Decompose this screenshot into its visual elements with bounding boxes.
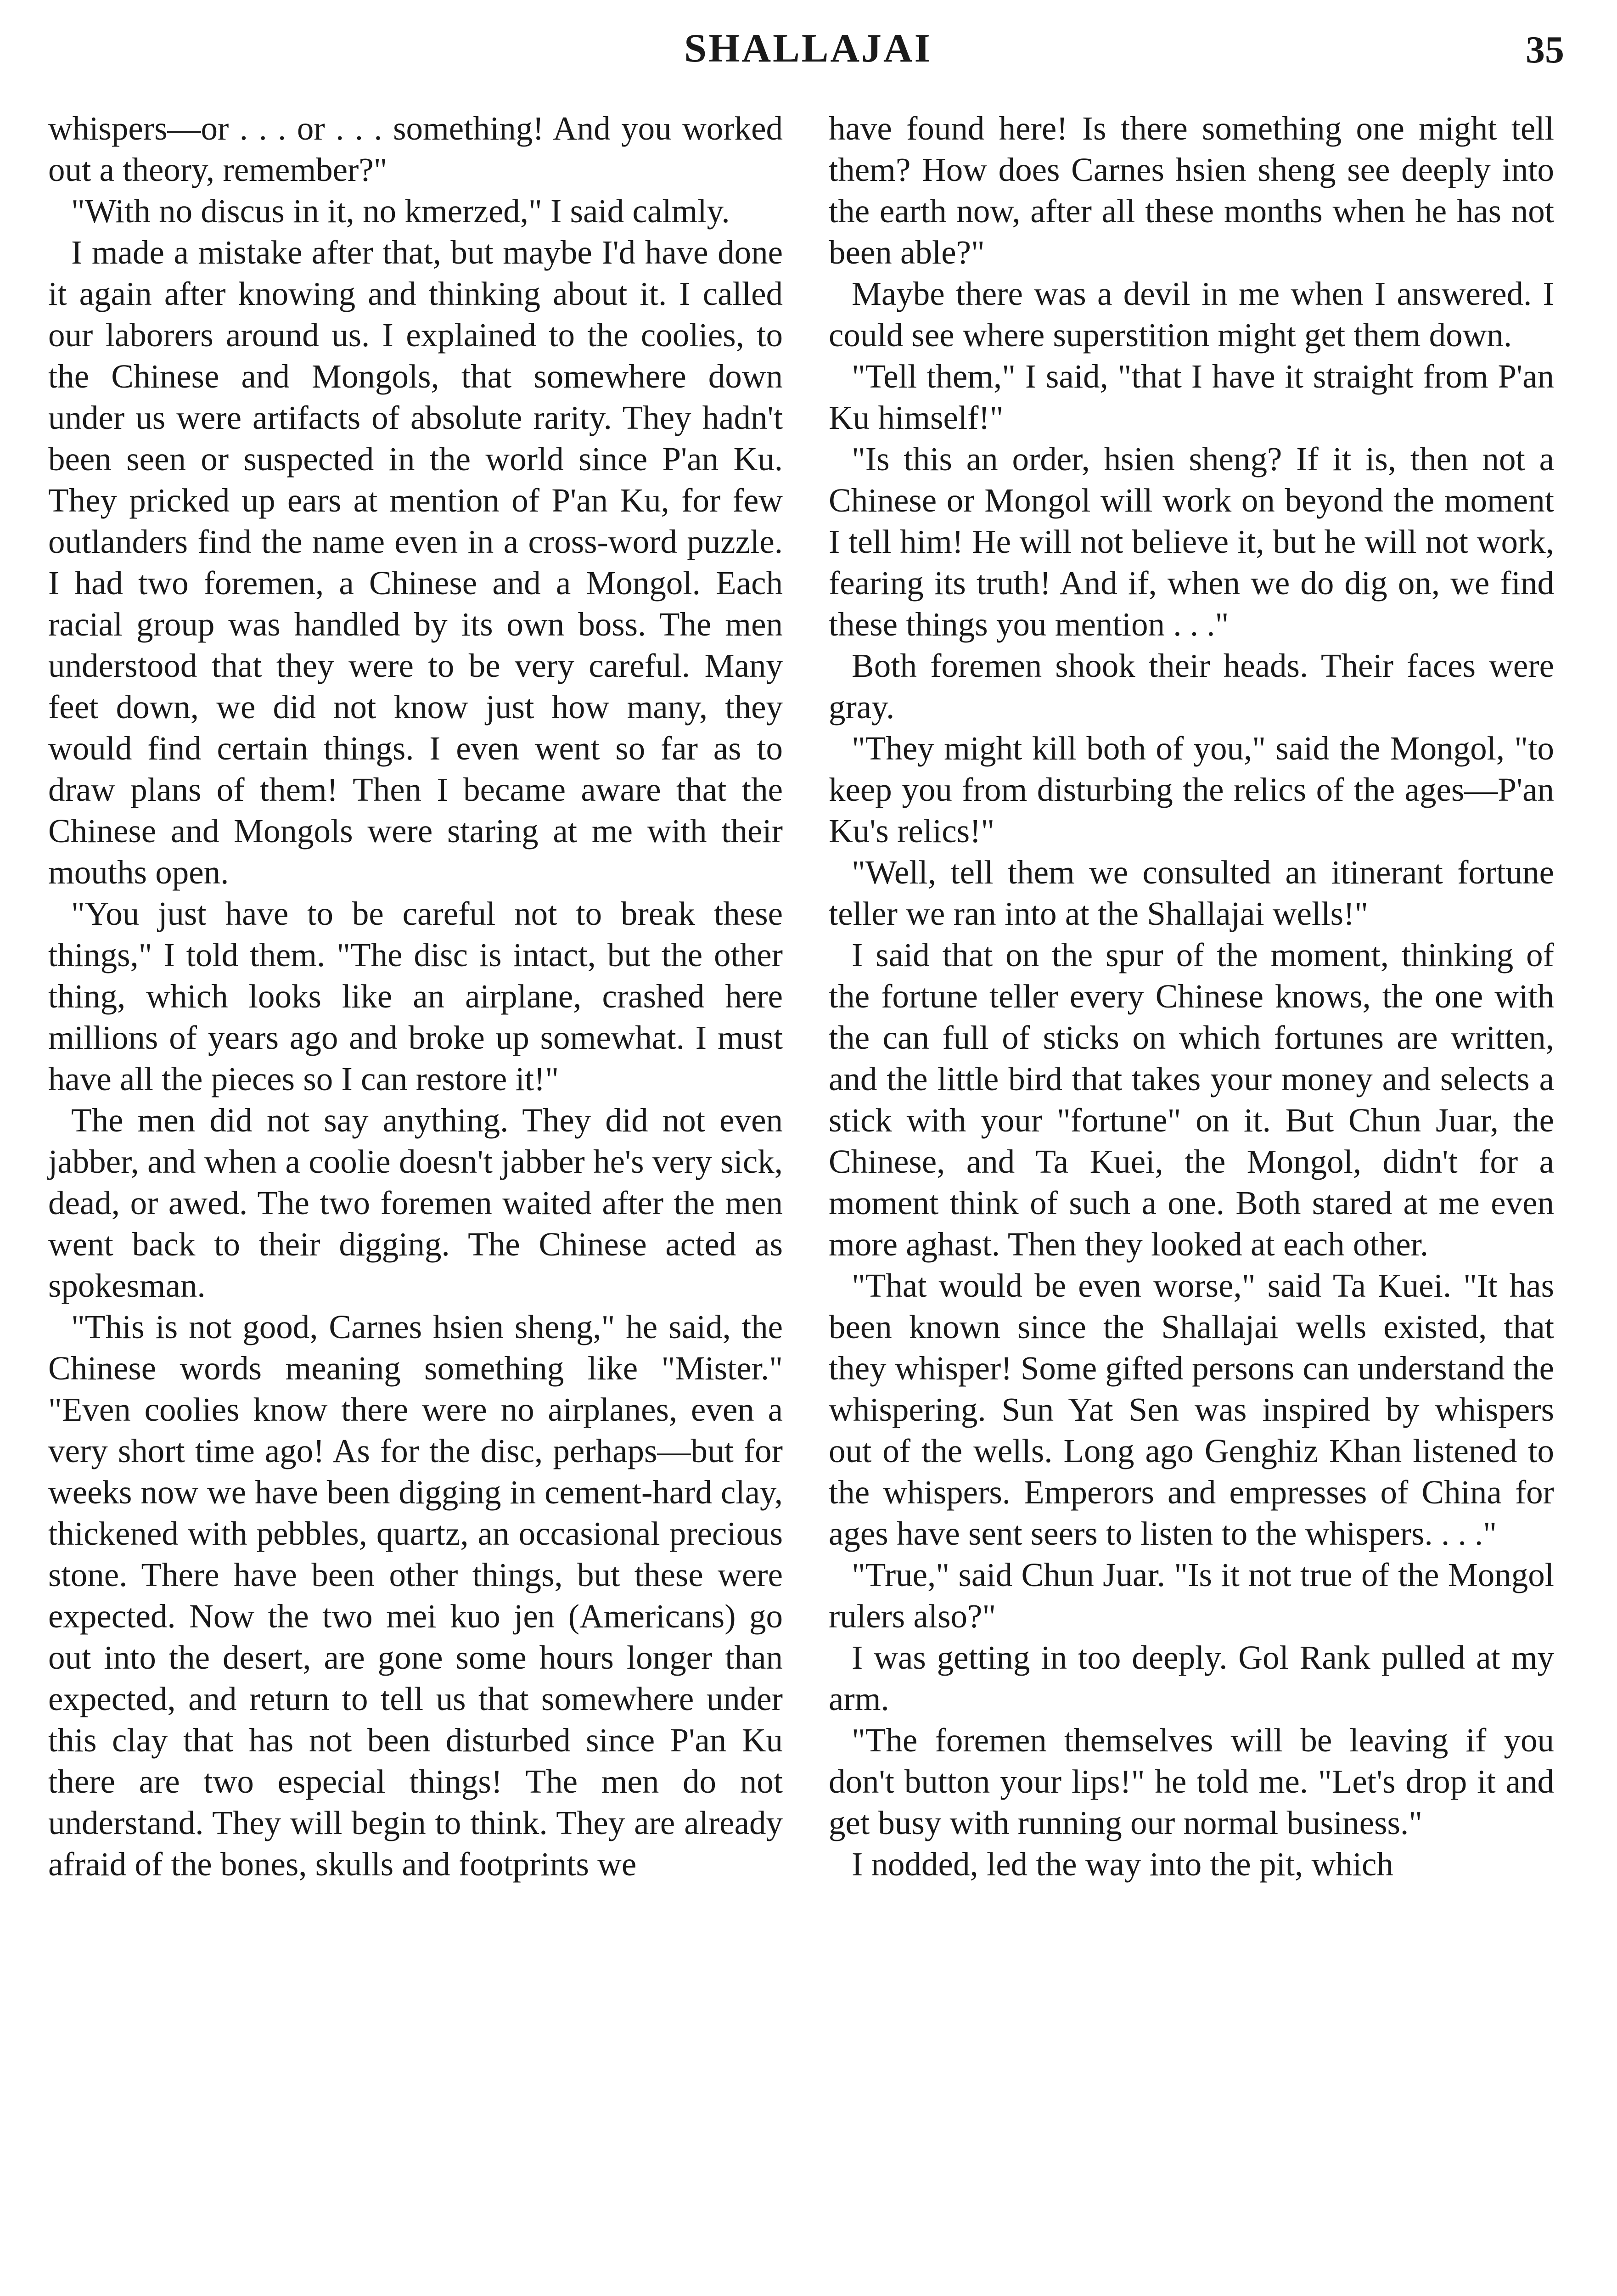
- paragraph: I was getting in too deeply. Gol Rank pulled at my arm.: [829, 1639, 1554, 1717]
- paragraph: I made a mistake after that, but maybe I'd have done it again after knowing and thinking about it. I called our laborers around us. I explained to the coolies, to the Chinese and Mongols, that somewhere down under us were artifacts of absolute rarity. They hadn't been seen or suspected in the world since P'an Ku. They pricked up ears at mention of P'an Ku, for few outlanders find the name even in a cross-word puzzle. I had two foremen, a Chinese and a Mongol. Each racial group was handled by its own boss. The men understood that they were to be very careful. Many feet down, we did not know just how many, they would find certain things. I even went so far as to draw plans of them! Then I became aware that the Chinese and Mongols were staring at me with their mouths open.: [48, 234, 783, 891]
- paragraph: "True," said Chun Juar. "Is it not true of the Mongol rulers also?": [829, 1556, 1554, 1635]
- running-title: SHALLAJAI: [684, 26, 932, 71]
- paragraph: "Is this an order, hsien sheng? If it is, then not a Chinese or Mongol will work on beyond the moment I tell him! He will not believe it, but he will not work, fearing its truth! And if, when we do dig on, we find these things you mention . . .": [829, 440, 1554, 643]
- left-column: [48, 108, 783, 1885]
- page-number: 35: [1526, 28, 1564, 71]
- paragraph: "The foremen themselves will be leaving if you don't button your lips!" he told me. "Let's drop it and get busy with running our normal business.": [829, 1722, 1554, 1841]
- paragraph: "That would be even worse," said Ta Kuei. "It has been known since the Shallajai wells existed, that they whisper! Some gifted persons can understand the whispering. Sun Yat Sen was inspired by whispers out of the wells. Long ago Genghiz Khan listened to the whispers. Emperors and empresses of China for ages have sent seers to listen to the whispers. . . .": [829, 1267, 1554, 1552]
- paragraph: "You just have to be careful not to break these things," I told them. "The disc is intact, but the other thing, which looks like an airplane, crashed here millions of years ago and broke up somewhat. I must have all the pieces so I can restore it!": [48, 895, 783, 1097]
- paragraph: whispers—or . . . or . . . something! And you worked out a theory, remember?": [48, 110, 783, 188]
- paragraph: "With no discus in it, no kmerzed," I said calmly.: [71, 192, 730, 230]
- right-column: [829, 108, 1554, 1885]
- paragraph: have found here! Is there something one might tell them? How does Carnes hsien sheng see deeply into the earth now, after all these months when he has not been able?": [829, 110, 1554, 271]
- paragraph: I nodded, led the way into the pit, which: [852, 1846, 1393, 1883]
- paragraph: Both foremen shook their heads. Their faces were gray.: [829, 647, 1554, 726]
- paragraph: Maybe there was a devil in me when I answered. I could see where superstition might get them down.: [829, 275, 1554, 354]
- paragraph: I said that on the spur of the moment, thinking of the fortune teller every Chinese knows, the one with the can full of sticks on which fortunes are written, and the little bird that takes your money and selects a stick with your "fortune" on it. But Chun Juar, the Chinese, and Ta Kuei, the Mongol, didn't for a moment think of such a one. Both stared at me even more aghast. Then they looked at each other.: [829, 936, 1554, 1263]
- paragraph: "Tell them," I said, "that I have it straight from P'an Ku himself!": [829, 358, 1554, 436]
- paragraph: "They might kill both of you," said the Mongol, "to keep you from disturbing the relics of the ages—P'an Ku's relics!": [829, 730, 1554, 850]
- paragraph: "Well, tell them we consulted an itinerant fortune teller we ran into at the Shallajai wells!": [829, 854, 1554, 932]
- paragraph: "This is not good, Carnes hsien sheng," he said, the Chinese words meaning something like "Mister." "Even coolies know there were no airplanes, even a very short time ago! As for the disc, perhaps—but for weeks now we have been digging in cement-hard clay, thickened with pebbles, quartz, an occasional precious stone. There have been other things, but these were expected. Now the two mei kuo jen (Americans) go out into the desert, are gone some hours longer than expected, and return to tell us that somewhere under this clay that has not been disturbed since P'an Ku there are two especial things! The men do not understand. They will begin to think. They are already afraid of the bones, skulls and footprints we: [48, 1308, 783, 1883]
- paragraph: The men did not say anything. They did not even jabber, and when a coolie doesn't jabber he's very sick, dead, or awed. The two foremen waited after the men went back to their digging. The Chinese acted as spokesman.: [48, 1102, 783, 1304]
